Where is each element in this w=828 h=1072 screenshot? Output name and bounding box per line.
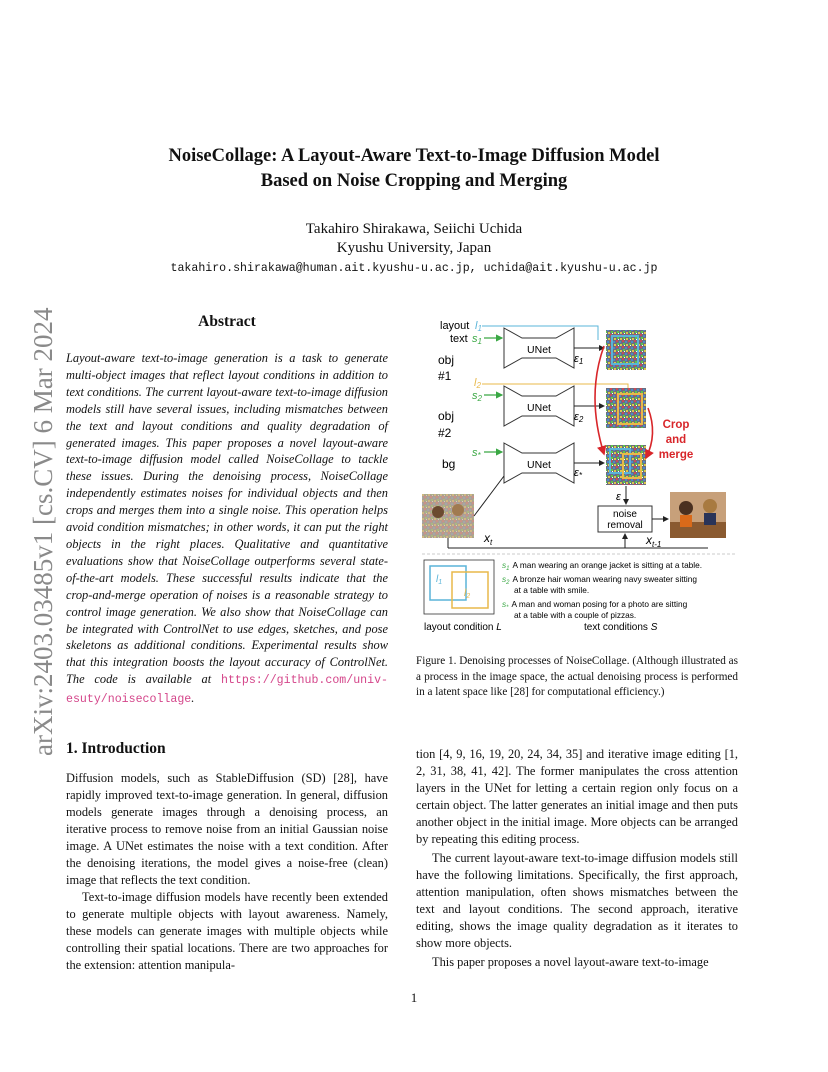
- obj1-label: obj: [438, 353, 455, 367]
- cond-s2-cont: at a table with smile.: [514, 585, 590, 595]
- cond-s1: $s_1$ A man wearing an orange jacket is sitting at a table.: [502, 560, 703, 572]
- text-conditions-label: text conditions S: [584, 622, 658, 633]
- image-xt: [422, 494, 474, 538]
- intro-paragraph-r1: tion [4, 9, 16, 19, 20, 24, 34, 35] and iterative image editing [1, 2, 31, 38, 41, 42]. The former manipulates the cross attention layers in the UNet for letting a certain region only focus on a certain object. The latter generates an initial image and then puts another object in the initial image. More objects can be arranged by repeating this editing process.: [416, 747, 738, 846]
- noise-removal-line2: removal: [607, 520, 643, 531]
- s-star-label: s*: [472, 447, 481, 460]
- eps-star-label: ε*: [574, 467, 582, 480]
- intro-heading: 1. Introduction: [66, 740, 166, 757]
- intro-paragraph-r2: The current layout-aware text-to-image diffusion models still have the following limitations. Specifically, the first approach, attention manipulation, often shows mismatches between the text and layout conditions. The second approach, iterative editing, shows the image quality degradation as it iterates to show more objects.: [416, 851, 738, 950]
- intro-paragraph-2: Text-to-image diffusion models have recently been extended to generate multiple objects with layout awareness. Namely, these models can generate images with multiple objects while controlling their spatial locations. There are two approaches for the extension: attention manipula-: [66, 890, 388, 972]
- cond-s-star: $s_*$ A man and woman posing for a photo are sitting: [502, 599, 688, 611]
- s2-label: s2: [472, 390, 482, 403]
- paper-title: [0, 144, 828, 194]
- figure-caption: Figure 1. Denoising processes of NoiseCollage. (Although illustrated as a process in the image space, the actual denoising process is performed in a latent space like [28] for computational efficiency.): [416, 655, 738, 698]
- noise-image-2: [606, 388, 646, 428]
- xt-to-unets: [474, 476, 504, 516]
- emails: takahiro.shirakawa@human.ait.kyushu-u.ac.jp, uchida@ait.kyushu-u.ac.jp: [170, 262, 658, 275]
- crop-label: Crop: [662, 419, 690, 431]
- abstract-heading: Abstract: [198, 313, 256, 330]
- xt1-label: $x_{t-1}$: [646, 533, 662, 549]
- figure-1: [418, 316, 740, 636]
- author-block: [0, 220, 828, 258]
- unet-1: [504, 328, 574, 368]
- intro-left-column: [66, 770, 388, 974]
- affiliation: Kyushu University, Japan: [336, 240, 492, 256]
- arxiv-stamp: [10, 290, 70, 760]
- cond-s-star-cont: at a table with a couple of pizzas.: [514, 610, 637, 620]
- unet-3: [504, 443, 574, 483]
- box-l2: $l_2$: [464, 588, 471, 600]
- intro-right-column: [416, 746, 738, 973]
- s1-label: s1: [472, 333, 482, 346]
- intro-paragraph-r3: This paper proposes a novel layout-aware text-to-image: [432, 955, 709, 969]
- code-link[interactable]: https://github.com/univ-esuty/noisecollage: [66, 674, 388, 707]
- merge-label: merge: [658, 449, 694, 461]
- l1-label: l1: [475, 320, 482, 333]
- eps-label: ε: [616, 491, 621, 503]
- authors: Takahiro Shirakawa, Seiichi Uchida: [305, 221, 523, 237]
- title-line-2: Based on Noise Cropping and Merging: [260, 171, 568, 191]
- intro-paragraph-1: Diffusion models, such as StableDiffusion (SD) [28], have rapidly improved text-to-image generation. In general, diffusion models generate images through a denoising process, an iterative process to remove noise from an initial Gaussian noise image. A UNet estimates the noise with a text condition. After the denoising iterations, the model gives a noise-free (clean) image that reflects the text condition.: [66, 771, 388, 887]
- title-line-1: NoiseCollage: A Layout-Aware Text-to-Image Diffusion Model: [168, 146, 660, 166]
- xt-label: $x_t$: [484, 531, 493, 547]
- text-label: text: [450, 333, 468, 345]
- obj1-num: #1: [438, 369, 452, 383]
- unet-1-label: UNet: [527, 344, 551, 356]
- box-l1: $l_1$: [436, 574, 443, 586]
- cond-s2: $s_2$ A bronze hair woman wearing navy sweater sitting: [502, 574, 697, 586]
- bg-label: bg: [442, 457, 456, 471]
- arxiv-id: arXiv:2403.03485v1 [cs.CV] 6 Mar 2024: [28, 307, 58, 756]
- noise-image-merged: [606, 445, 646, 485]
- obj2-label: obj: [438, 409, 455, 423]
- abstract-end: .: [191, 691, 195, 706]
- abstract-body: [66, 350, 388, 709]
- obj2-num: #2: [438, 426, 452, 440]
- layout-condition-box: [424, 560, 494, 614]
- unet-2-label: UNet: [527, 402, 551, 414]
- layout-label: layout: [440, 320, 470, 332]
- unet-2: [504, 386, 574, 426]
- unet-3-label: UNet: [527, 459, 551, 471]
- crop-arrow-1: [595, 346, 604, 454]
- noise-removal-box: [598, 506, 652, 532]
- l2-label: l2: [474, 377, 481, 390]
- crop-arrow-2: [646, 408, 653, 458]
- noise-removal-line1: noise: [613, 509, 637, 520]
- and-label: and: [665, 434, 687, 446]
- eps2-label: ε2: [574, 411, 584, 424]
- layout-condition-label: layout condition L: [424, 622, 502, 633]
- noise-image-1: [606, 330, 646, 370]
- abstract-text: Layout-aware text-to-image generation is a task to generate multi-object images that reflect layout conditions in addition to text conditions. The current layout-aware text-to-image diffusion models still have several issues, including mismatches between the text and layout conditions and quality degradation of generated images. This paper proposes a novel layout-aware text-to-image diffusion model called NoiseCollage to tackle these issues. During the denoising process, NoiseCollage independently estimates noises for individual objects and then crops and merges them into a single noise. This operation helps avoid condition mismatches; in other words, it can put the right objects in the right places. Qualitative and quantitative evaluations show that NoiseCollage outperforms several state-of-the-art models. These successful results indicate that the crop-and-merge operation of noises is a reasonable strategy to control image generation. We also show that NoiseCollage can be integrated with ControlNet to use edges, sketches, and pose skeletons as additional conditions. Experimental results show that this integration boosts the layout accuracy of ControlNet. The code is available at: [66, 351, 388, 687]
- page-number: 1: [410, 990, 418, 1005]
- eps1-label: ε1: [574, 353, 584, 366]
- image-xt-1: [670, 492, 726, 538]
